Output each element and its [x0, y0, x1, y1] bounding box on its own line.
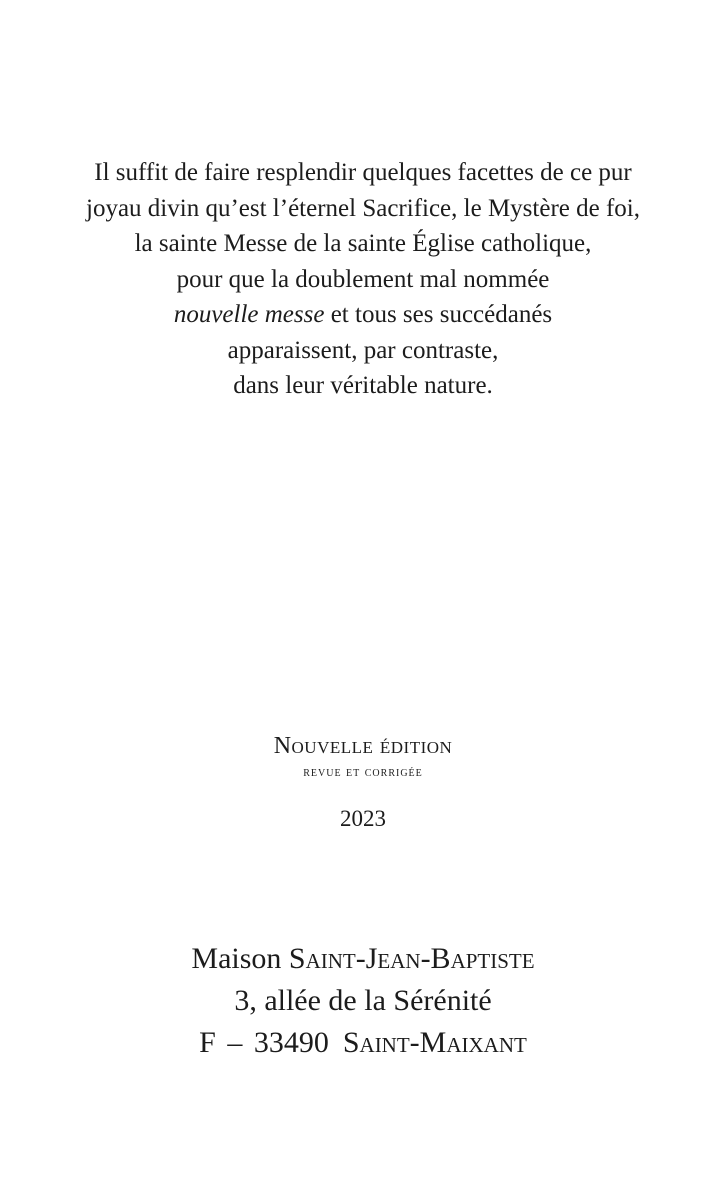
edition-block	[0, 730, 726, 834]
publisher-block	[0, 938, 726, 1064]
edition-title: Nouvelle édition	[273, 733, 453, 759]
publisher-name-main: Saint-Jean-Baptiste	[288, 942, 535, 975]
epigraph-line-7: dans leur véritable nature.	[233, 372, 493, 399]
epigraph-line-5-rest: et tous ses succédanés	[324, 301, 553, 328]
publisher-postal-code: F – 33490	[199, 1026, 329, 1059]
edition-subtitle: revue et corrigée	[303, 765, 423, 780]
publisher-address: 3, allée de la Sérénité	[234, 984, 492, 1017]
epigraph-line-5	[0, 297, 726, 333]
epigraph-quote	[0, 155, 726, 404]
publisher-name	[0, 938, 726, 980]
publisher-city-line	[0, 1022, 726, 1064]
epigraph-italic-term: nouvelle messe	[173, 301, 325, 328]
epigraph-line-6: apparaissent, par contraste,	[227, 336, 499, 364]
epigraph-line-1: Il suffit de faire resplendir quelques facettes de ce pur	[94, 159, 632, 186]
publisher-city: Saint-Maixant	[342, 1026, 527, 1059]
epigraph-line-3: la sainte Messe de la sainte Église catholique,	[134, 230, 592, 257]
epigraph-line-4: pour que la doublement mal nommée	[176, 265, 550, 293]
epigraph-line-2: joyau divin qu’est l’éternel Sacrifice, le Mystère de foi,	[86, 194, 640, 222]
edition-year: 2023	[340, 806, 386, 831]
publisher-name-prefix: Maison	[191, 942, 289, 975]
